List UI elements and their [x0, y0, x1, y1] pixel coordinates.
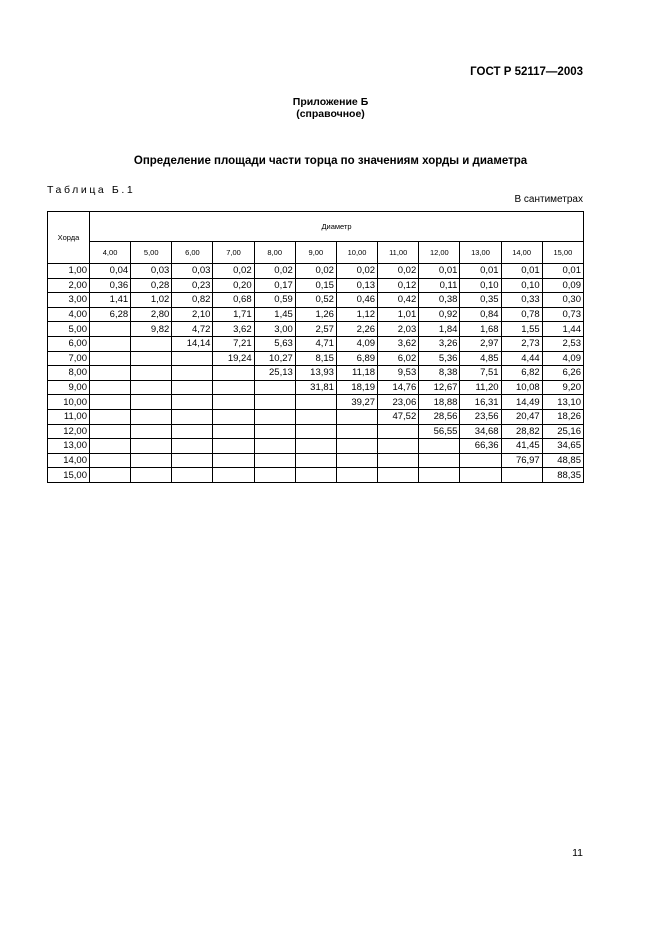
table-row — [48, 380, 584, 395]
area-cell: 34,65 — [542, 439, 583, 454]
area-cell — [378, 424, 419, 439]
area-cell: 3,26 — [419, 336, 460, 351]
area-cell: 0,28 — [131, 278, 172, 293]
area-cell: 5,63 — [254, 336, 295, 351]
area-cell: 0,92 — [419, 307, 460, 322]
area-cell — [131, 439, 172, 454]
area-cell — [295, 409, 336, 424]
chord-cell: 7,00 — [48, 351, 90, 366]
area-cell: 13,93 — [295, 366, 336, 381]
area-cell: 18,88 — [419, 395, 460, 410]
area-cell: 1,55 — [501, 322, 542, 337]
area-cell: 66,36 — [460, 439, 501, 454]
area-cell: 6,89 — [336, 351, 377, 366]
row-header: Хорда — [48, 212, 90, 264]
area-cell — [172, 468, 213, 483]
document-code: ГОСТ Р 52117—2003 — [470, 66, 583, 78]
area-cell: 11,20 — [460, 380, 501, 395]
column-header: 9,00 — [295, 242, 336, 264]
area-cell: 1,71 — [213, 307, 254, 322]
chord-cell: 12,00 — [48, 424, 90, 439]
area-cell — [295, 468, 336, 483]
area-cell: 1,02 — [131, 293, 172, 308]
area-cell: 2,53 — [542, 336, 583, 351]
area-cell: 0,09 — [542, 278, 583, 293]
area-cell — [213, 366, 254, 381]
chord-cell: 10,00 — [48, 395, 90, 410]
area-cell: 76,97 — [501, 453, 542, 468]
area-cell: 9,20 — [542, 380, 583, 395]
area-cell — [131, 380, 172, 395]
area-cell — [460, 468, 501, 483]
area-cell: 4,72 — [172, 322, 213, 337]
area-cell: 31,81 — [295, 380, 336, 395]
area-cell: 56,55 — [419, 424, 460, 439]
area-cell — [295, 453, 336, 468]
chord-cell: 14,00 — [48, 453, 90, 468]
table-body — [48, 264, 584, 483]
area-cell: 0,36 — [90, 278, 131, 293]
area-cell — [172, 439, 213, 454]
area-cell: 7,51 — [460, 366, 501, 381]
chord-cell: 2,00 — [48, 278, 90, 293]
area-cell: 11,18 — [336, 366, 377, 381]
area-cell: 41,45 — [501, 439, 542, 454]
chord-cell: 4,00 — [48, 307, 90, 322]
area-cell — [295, 395, 336, 410]
area-cell: 10,08 — [501, 380, 542, 395]
chord-cell: 9,00 — [48, 380, 90, 395]
appendix-title: Приложение Б — [292, 96, 369, 108]
area-cell: 0,15 — [295, 278, 336, 293]
area-cell — [90, 380, 131, 395]
area-cell: 0,02 — [295, 264, 336, 279]
area-cell: 0,35 — [460, 293, 501, 308]
column-header: 5,00 — [131, 242, 172, 264]
area-cell: 47,52 — [378, 409, 419, 424]
area-cell: 23,06 — [378, 395, 419, 410]
table-row — [48, 336, 584, 351]
chord-cell: 15,00 — [48, 468, 90, 483]
area-cell: 0,68 — [213, 293, 254, 308]
area-cell: 0,78 — [501, 307, 542, 322]
area-cell: 0,02 — [336, 264, 377, 279]
area-cell — [378, 453, 419, 468]
column-header: 8,00 — [254, 242, 295, 264]
area-cell: 25,13 — [254, 366, 295, 381]
table-row — [48, 424, 584, 439]
area-cell — [213, 380, 254, 395]
area-cell — [172, 351, 213, 366]
area-cell: 16,31 — [460, 395, 501, 410]
area-cell: 12,67 — [419, 380, 460, 395]
column-header: 13,00 — [460, 242, 501, 264]
area-cell: 1,68 — [460, 322, 501, 337]
area-cell — [213, 409, 254, 424]
area-cell — [336, 424, 377, 439]
area-cell: 0,03 — [172, 264, 213, 279]
area-cell: 0,52 — [295, 293, 336, 308]
area-cell: 2,73 — [501, 336, 542, 351]
area-cell: 2,97 — [460, 336, 501, 351]
area-cell: 2,80 — [131, 307, 172, 322]
table-row — [48, 264, 584, 279]
area-cell — [90, 336, 131, 351]
table-row — [48, 293, 584, 308]
area-cell — [172, 409, 213, 424]
area-cell: 1,84 — [419, 322, 460, 337]
area-cell: 4,09 — [542, 351, 583, 366]
area-cell — [336, 468, 377, 483]
chord-cell: 1,00 — [48, 264, 90, 279]
area-cell: 1,01 — [378, 307, 419, 322]
area-cell — [213, 439, 254, 454]
area-cell: 2,26 — [336, 322, 377, 337]
area-cell — [254, 395, 295, 410]
area-cell: 1,41 — [90, 293, 131, 308]
table-row — [48, 439, 584, 454]
area-cell: 0,84 — [460, 307, 501, 322]
column-header-row — [48, 242, 584, 264]
area-cell — [90, 468, 131, 483]
area-cell: 8,38 — [419, 366, 460, 381]
area-cell — [213, 453, 254, 468]
area-cell: 2,10 — [172, 307, 213, 322]
table-row — [48, 307, 584, 322]
area-cell: 25,16 — [542, 424, 583, 439]
area-cell: 0,01 — [460, 264, 501, 279]
column-header: 10,00 — [336, 242, 377, 264]
area-cell: 0,02 — [254, 264, 295, 279]
area-cell: 0,10 — [501, 278, 542, 293]
area-cell — [172, 380, 213, 395]
chord-cell: 3,00 — [48, 293, 90, 308]
area-cell — [501, 468, 542, 483]
area-cell: 2,57 — [295, 322, 336, 337]
area-cell: 9,82 — [131, 322, 172, 337]
area-cell: 18,26 — [542, 409, 583, 424]
area-cell: 0,82 — [172, 293, 213, 308]
area-cell — [378, 468, 419, 483]
area-cell: 4,09 — [336, 336, 377, 351]
table-row — [48, 468, 584, 483]
area-cell — [254, 468, 295, 483]
area-cell: 3,62 — [378, 336, 419, 351]
area-cell: 6,02 — [378, 351, 419, 366]
area-cell — [213, 424, 254, 439]
area-cell — [90, 395, 131, 410]
area-cell — [172, 424, 213, 439]
area-cell: 39,27 — [336, 395, 377, 410]
area-cell — [131, 351, 172, 366]
area-cell: 0,01 — [542, 264, 583, 279]
area-cell: 0,02 — [378, 264, 419, 279]
area-cell — [254, 424, 295, 439]
area-cell: 8,15 — [295, 351, 336, 366]
area-cell: 14,14 — [172, 336, 213, 351]
area-cell: 0,17 — [254, 278, 295, 293]
area-cell: 19,24 — [213, 351, 254, 366]
area-cell: 14,49 — [501, 395, 542, 410]
area-cell — [295, 439, 336, 454]
area-cell: 1,12 — [336, 307, 377, 322]
table-row — [48, 278, 584, 293]
area-cell — [254, 439, 295, 454]
area-cell: 1,44 — [542, 322, 583, 337]
chord-cell: 13,00 — [48, 439, 90, 454]
chord-cell: 5,00 — [48, 322, 90, 337]
area-cell — [378, 439, 419, 454]
area-cell — [131, 395, 172, 410]
area-cell: 23,56 — [460, 409, 501, 424]
area-cell — [90, 453, 131, 468]
table-row — [48, 453, 584, 468]
area-cell: 0,30 — [542, 293, 583, 308]
area-cell: 88,35 — [542, 468, 583, 483]
area-cell: 0,13 — [336, 278, 377, 293]
area-cell: 13,10 — [542, 395, 583, 410]
area-cell: 18,19 — [336, 380, 377, 395]
area-cell — [336, 439, 377, 454]
area-cell — [419, 453, 460, 468]
area-cell: 4,71 — [295, 336, 336, 351]
area-cell — [254, 453, 295, 468]
area-cell — [90, 439, 131, 454]
area-cell — [172, 395, 213, 410]
area-cell: 0,33 — [501, 293, 542, 308]
area-cell: 0,02 — [213, 264, 254, 279]
area-cell: 0,73 — [542, 307, 583, 322]
area-cell: 4,85 — [460, 351, 501, 366]
area-cell — [90, 409, 131, 424]
table-row — [48, 409, 584, 424]
area-cell: 2,03 — [378, 322, 419, 337]
area-cell: 14,76 — [378, 380, 419, 395]
chord-cell: 11,00 — [48, 409, 90, 424]
area-cell — [90, 366, 131, 381]
area-cell: 0,46 — [336, 293, 377, 308]
area-cell: 0,10 — [460, 278, 501, 293]
appendix-heading — [0, 96, 661, 120]
section-title: Определение площади части торца по значениям хорды и диаметра — [133, 155, 528, 167]
area-cell: 28,56 — [419, 409, 460, 424]
area-cell: 3,62 — [213, 322, 254, 337]
area-cell: 6,82 — [501, 366, 542, 381]
column-header: 12,00 — [419, 242, 460, 264]
chord-cell: 8,00 — [48, 366, 90, 381]
area-cell: 0,59 — [254, 293, 295, 308]
area-cell — [131, 366, 172, 381]
area-cell: 0,04 — [90, 264, 131, 279]
group-header: Диаметр — [90, 212, 584, 242]
area-cell — [131, 409, 172, 424]
table-row — [48, 351, 584, 366]
area-cell — [131, 336, 172, 351]
area-cell — [172, 366, 213, 381]
area-cell: 0,03 — [131, 264, 172, 279]
area-cell — [254, 409, 295, 424]
area-cell: 4,44 — [501, 351, 542, 366]
area-cell: 48,85 — [542, 453, 583, 468]
area-cell — [460, 453, 501, 468]
area-cell: 28,82 — [501, 424, 542, 439]
page-number: 11 — [572, 847, 583, 859]
table-row — [48, 395, 584, 410]
table-label: Таблица Б.1 — [47, 184, 136, 196]
data-table — [47, 211, 584, 483]
area-cell — [254, 380, 295, 395]
column-header: 6,00 — [172, 242, 213, 264]
area-cell — [213, 395, 254, 410]
area-cell: 20,47 — [501, 409, 542, 424]
area-cell — [295, 424, 336, 439]
area-cell — [90, 424, 131, 439]
area-cell — [131, 468, 172, 483]
area-cell: 0,20 — [213, 278, 254, 293]
area-cell — [336, 409, 377, 424]
area-cell: 0,11 — [419, 278, 460, 293]
area-cell — [213, 468, 254, 483]
area-cell: 6,28 — [90, 307, 131, 322]
area-cell: 10,27 — [254, 351, 295, 366]
area-cell: 1,26 — [295, 307, 336, 322]
area-cell: 34,68 — [460, 424, 501, 439]
table-row — [48, 366, 584, 381]
area-cell: 0,01 — [419, 264, 460, 279]
area-cell — [336, 453, 377, 468]
area-cell: 0,38 — [419, 293, 460, 308]
area-cell — [90, 322, 131, 337]
area-cell: 0,23 — [172, 278, 213, 293]
area-cell: 1,45 — [254, 307, 295, 322]
area-cell — [90, 351, 131, 366]
column-header: 7,00 — [213, 242, 254, 264]
units-note: В сантиметрах — [514, 194, 583, 205]
area-cell: 7,21 — [213, 336, 254, 351]
area-cell: 9,53 — [378, 366, 419, 381]
area-cell — [131, 424, 172, 439]
area-cell: 3,00 — [254, 322, 295, 337]
area-cell: 0,01 — [501, 264, 542, 279]
area-cell: 0,42 — [378, 293, 419, 308]
area-cell: 0,12 — [378, 278, 419, 293]
area-cell: 6,26 — [542, 366, 583, 381]
area-cell — [419, 439, 460, 454]
area-cell — [131, 453, 172, 468]
area-cell — [419, 468, 460, 483]
area-cell — [172, 453, 213, 468]
column-header: 14,00 — [501, 242, 542, 264]
appendix-subtitle: (справочное) — [296, 108, 365, 120]
column-header: 15,00 — [542, 242, 583, 264]
area-cell: 5,36 — [419, 351, 460, 366]
column-header: 11,00 — [378, 242, 419, 264]
table-row — [48, 322, 584, 337]
chord-cell: 6,00 — [48, 336, 90, 351]
column-header: 4,00 — [90, 242, 131, 264]
